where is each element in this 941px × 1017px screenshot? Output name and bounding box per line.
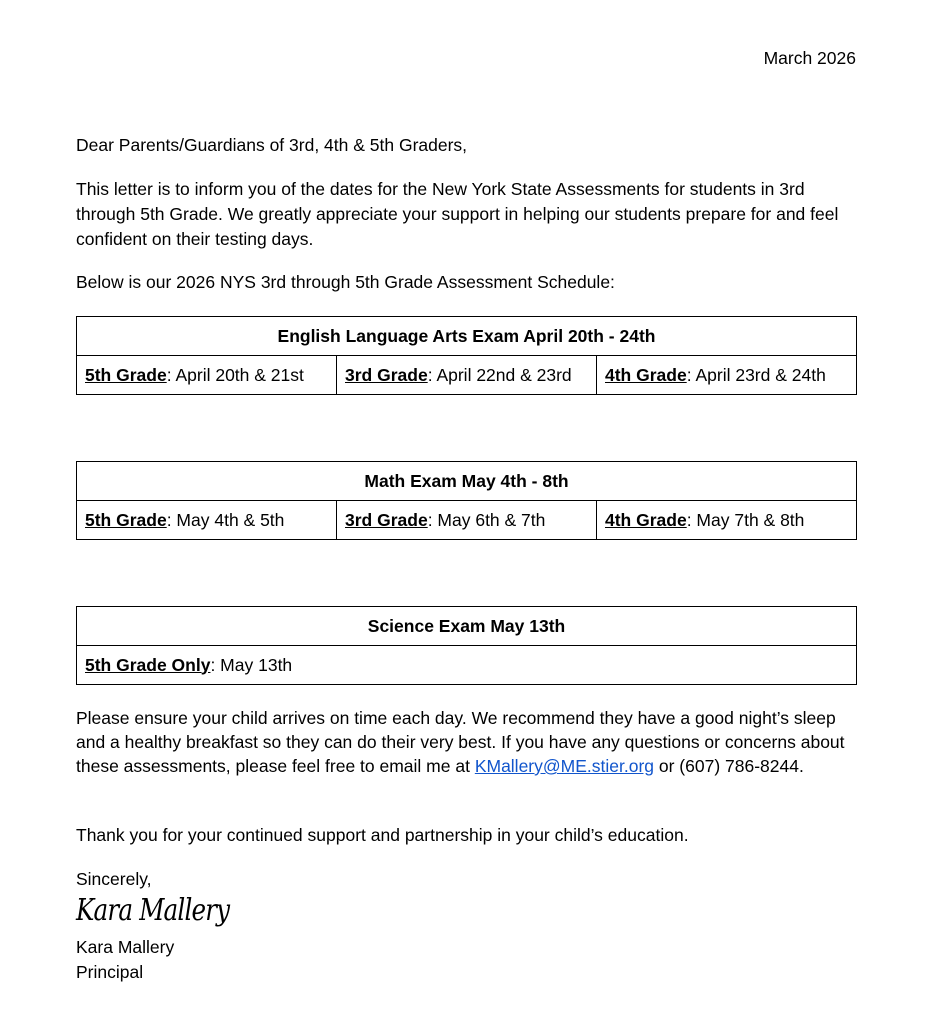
ela-schedule-table [76, 316, 857, 395]
table-cell: 5th Grade: May 4th & 5th [77, 501, 337, 540]
intro-paragraph: This letter is to inform you of the dates for the New York State Assessments for students in 3rd through 5th Grade. We greatly appreciate your support in helping our students prepare for and feel confident on their testing days. [76, 179, 839, 249]
closing-paragraph: Please ensure your child arrives on time each day. We recommend they have a good night’s sleep and a healthy breakfast so they can do their very best. If you have any questions or concerns about these assessments, please feel free to email me at KMallery@ME.stier.org or (607) 786-8244. [76, 708, 845, 776]
science-schedule-table [76, 606, 857, 685]
table-title: Math Exam May 4th - 8th [77, 462, 857, 501]
table-cell: 5th Grade: April 20th & 21st [77, 356, 337, 395]
table-cell: 4th Grade: May 7th & 8th [597, 501, 857, 540]
table-title: Science Exam May 13th [77, 607, 857, 646]
email-link[interactable]: KMallery@ME.stier.org [474, 756, 655, 776]
sign-off: Sincerely, [76, 869, 152, 889]
table-cell: 5th Grade Only: May 13th [77, 646, 857, 685]
letter-date: March 2026 [763, 48, 856, 68]
thanks-paragraph: Thank you for your continued support and partnership in your child’s education. [76, 825, 689, 845]
schedule-intro: Below is our 2026 NYS 3rd through 5th Grade Assessment Schedule: [76, 272, 615, 292]
signature: Kara Mallery [76, 893, 230, 928]
table-cell: 3rd Grade: April 22nd & 23rd [337, 356, 597, 395]
signer-title: Principal [76, 962, 144, 982]
signer-name: Kara Mallery [76, 937, 175, 957]
salutation: Dear Parents/Guardians of 3rd, 4th & 5th Graders, [76, 135, 468, 155]
table-title: English Language Arts Exam April 20th - 24th [77, 317, 857, 356]
math-schedule-table [76, 461, 857, 540]
table-cell: 3rd Grade: May 6th & 7th [337, 501, 597, 540]
table-cell: 4th Grade: April 23rd & 24th [597, 356, 857, 395]
